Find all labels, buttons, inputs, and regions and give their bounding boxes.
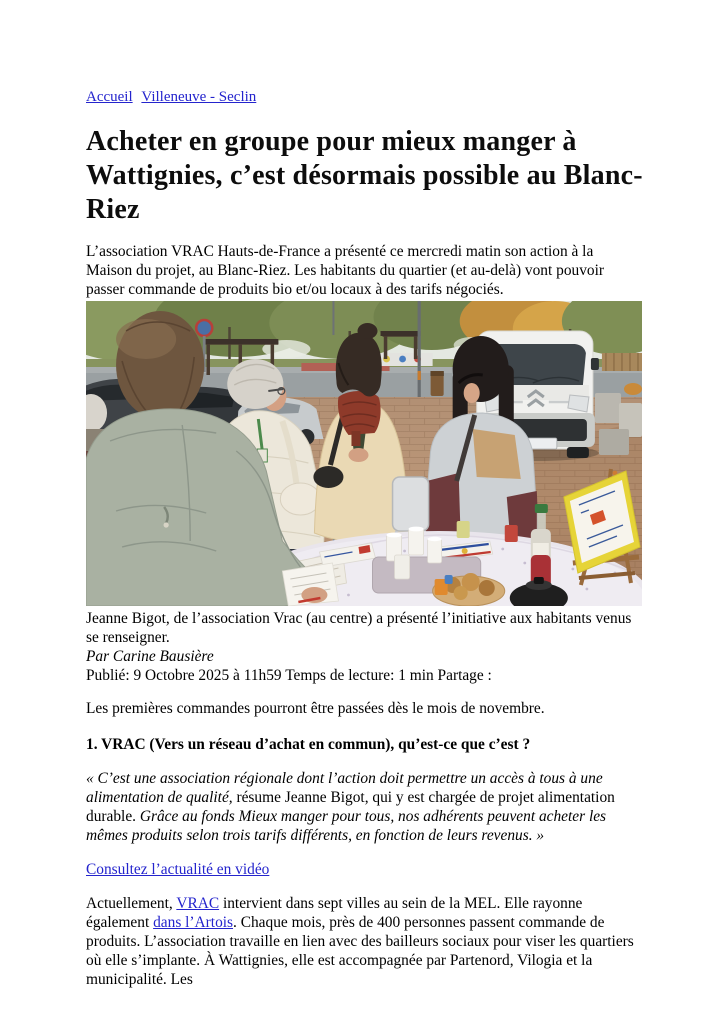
article-lede: L’association VRAC Hauts-de-France a présenté ce mercredi matin son action à la Maison du projet, au Blanc-Riez. Les habitants du quartier (et au-delà) vont pouvoir passer commande de produits bio et/ou locaux à des tarifs négociés. [86, 243, 604, 298]
artois-link[interactable]: dans l’Artois [153, 914, 234, 931]
quote-paragraph [86, 769, 643, 845]
section-heading: 1. VRAC (Vers un réseau d’achat en commun), qu’est-ce que c’est ? [86, 736, 531, 753]
quote-italic-lead: « C’est une association régionale dont l’action doit permettre un accès à tous à une alimentation de qualité, [86, 770, 603, 806]
byline: Par Carine Bausière [86, 648, 214, 665]
photo-illustration [86, 301, 642, 606]
breadcrumb [86, 88, 643, 106]
video-link-paragraph [86, 860, 643, 879]
publish-info: Publié: 9 Octobre 2025 à 11h59 Temps de lecture: 1 min Partage : [86, 667, 492, 684]
red-cup [505, 525, 518, 542]
vrac-text-2: intervient dans sept villes au sein de la MEL. Elle rayonne également [86, 895, 583, 931]
photo-caption: Jeanne Bigot, de l’association Vrac (au centre) a présenté l’initiative aux habitants venus se renseigner. [86, 610, 632, 646]
quote-italic-tail: Grâce au fonds Mieux manger pour tous, nos adhérents peuvent acheter les mêmes produits selon trois tarifs différents, en fonction de leurs revenus. » [86, 808, 607, 844]
video-link[interactable]: Consultez l’actualité en vidéo [86, 861, 270, 878]
paragraph-vrac-details [86, 894, 643, 989]
green-cup [457, 521, 470, 538]
vrac-link[interactable]: VRAC [176, 895, 220, 912]
article-photo [86, 301, 643, 606]
quote-attribution: résume Jeanne Bigot, qui y est chargée de projet alimentation durable. [86, 789, 615, 825]
paper-and-hand [282, 563, 338, 606]
article-title: Acheter en groupe pour mieux manger à Wattignies, c’est désormais possible au Blanc-Riez [86, 126, 643, 225]
article-content [86, 88, 643, 989]
vrac-text-3: . Chaque mois, près de 400 personnes passent commande de produits. L’association travaille en lien avec des bailleurs sociaux pour viser les quartiers où elle s’implante. À Wattignies, elle est accompagnée par Partenord, Vilogia et la municipalité. Les [86, 914, 634, 988]
paragraph-first-orders: Les premières commandes pourront être passées dès le mois de novembre. [86, 700, 545, 717]
breadcrumb-link-accueil[interactable]: Accueil [86, 89, 133, 105]
breadcrumb-link-villeneuve-seclin[interactable]: Villeneuve - Seclin [141, 89, 257, 105]
vrac-text-1: Actuellement, [86, 895, 177, 912]
